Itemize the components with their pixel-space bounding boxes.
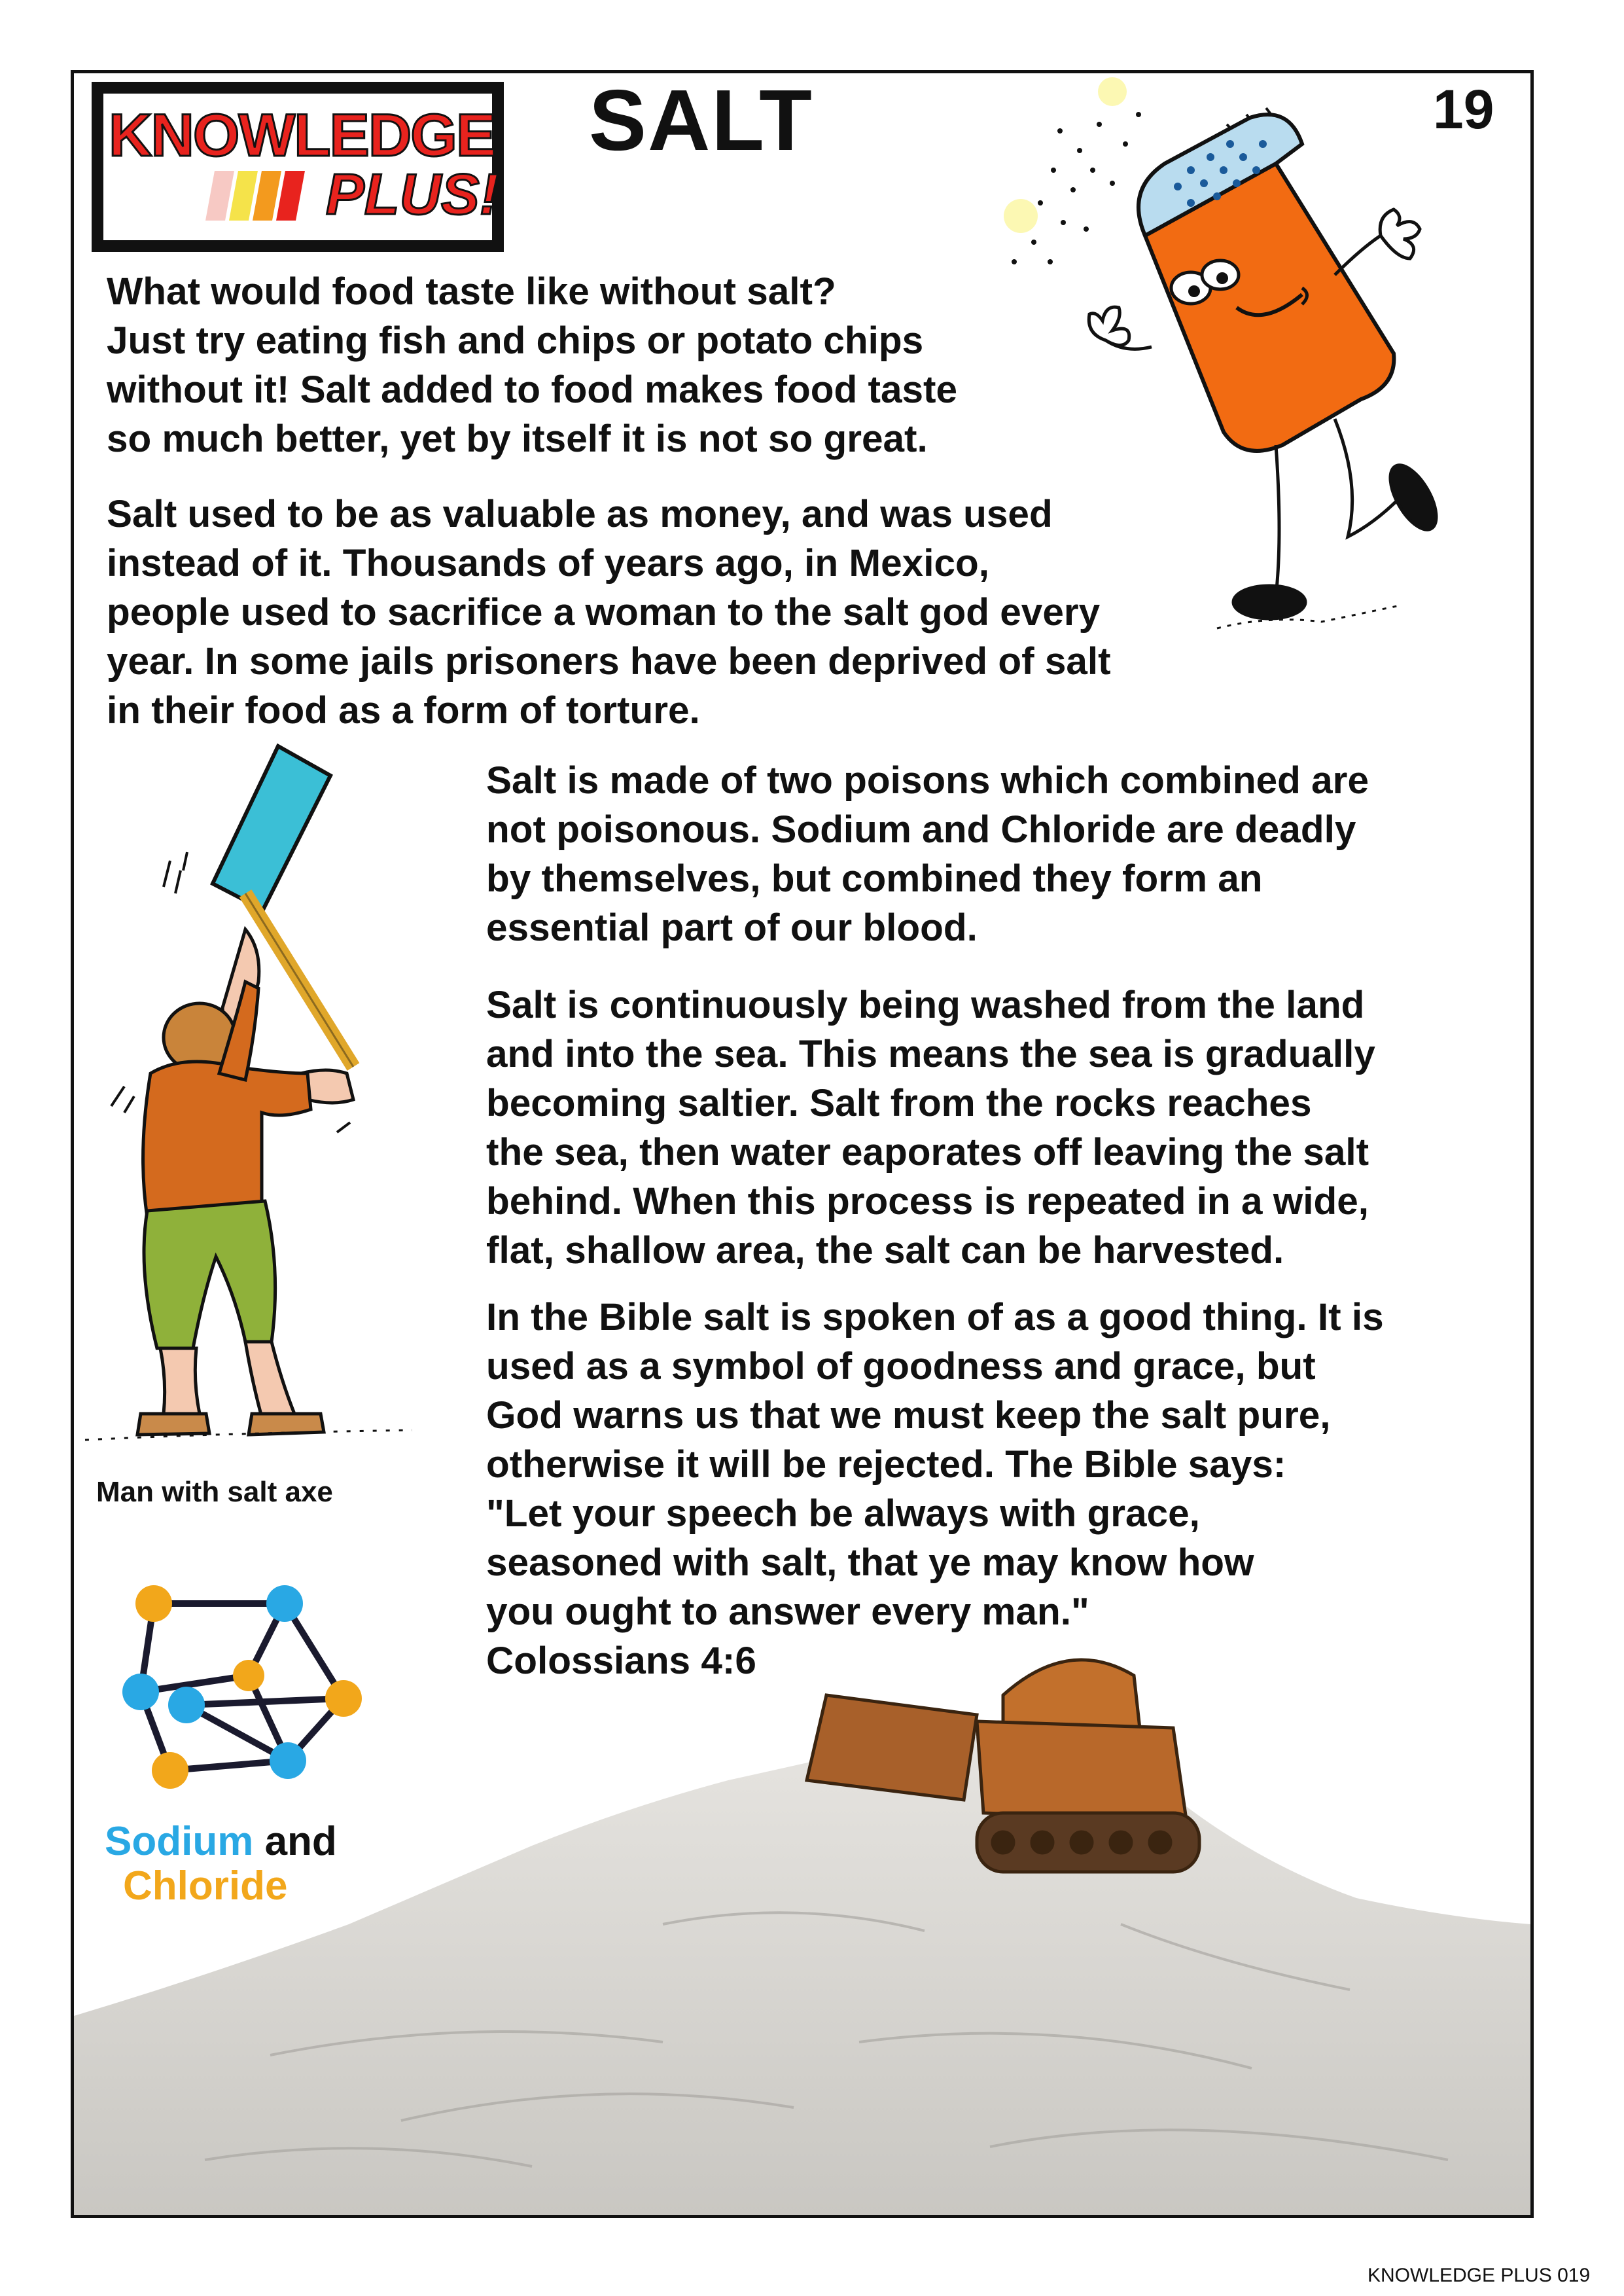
intro-paragraph: What would food taste like without salt? Just try eating fish and chips or potato chips without it! Salt added to food makes food taste so much better, yet by itself it is not so great.	[107, 270, 958, 460]
man-with-salt-axe-illustration	[85, 733, 425, 1473]
page-title: SALT	[589, 72, 813, 168]
salt-pile	[74, 1736, 1530, 2215]
logo-word-knowledge: KNOWLEDGE	[109, 102, 495, 169]
axe-caption: Man with salt axe	[96, 1476, 333, 1508]
salt-mound-photo	[74, 1649, 1530, 2215]
and-label: and	[264, 1819, 337, 1864]
salt-sprinkle	[1004, 77, 1141, 264]
page-number: 19	[1433, 79, 1494, 140]
logo-panel	[101, 91, 499, 243]
history-paragraph: Salt used to be as valuable as money, and was used instead of it. Thousands of years ago, in Mexico, people used to sacrifice a woman to the salt god every year. In some jails prisoners have been deprived of salt in their food as a form of torture.	[107, 493, 1111, 732]
page-footer: KNOWLEDGE PLUS 019	[1368, 2265, 1591, 2286]
chemistry-paragraph: Salt is made of two poisons which combined are not poisonous. Sodium and Chloride are deadly by themselves, but combined they form an essential part of our blood.	[486, 759, 1369, 949]
sea-salt-paragraph: Salt is continuously being washed from the land and into the sea. This means the sea is gradually becoming saltier. Salt from the rocks reaches the sea, then water eaporates off leaving the salt behind. When this process is repeated in a wide, flat, shallow area, the salt can be harvested.	[486, 984, 1375, 1272]
chloride-label: Chloride	[123, 1863, 288, 1909]
logo-stripes	[202, 171, 319, 221]
sodium-label: Sodium	[105, 1819, 254, 1864]
logo-word-plus: PLUS!	[326, 162, 499, 226]
bible-paragraph: In the Bible salt is spoken of as a good thing. It is used as a symbol of goodness and grace, but God warns us that we must keep the salt pure, otherwise it will be rejected. The Bible says: "Let your speech be always with grace, seasoned with salt, that ye may know how you ought to answer every man." Colossians 4:6	[486, 1296, 1384, 1682]
knowledge-plus-logo	[92, 82, 504, 252]
